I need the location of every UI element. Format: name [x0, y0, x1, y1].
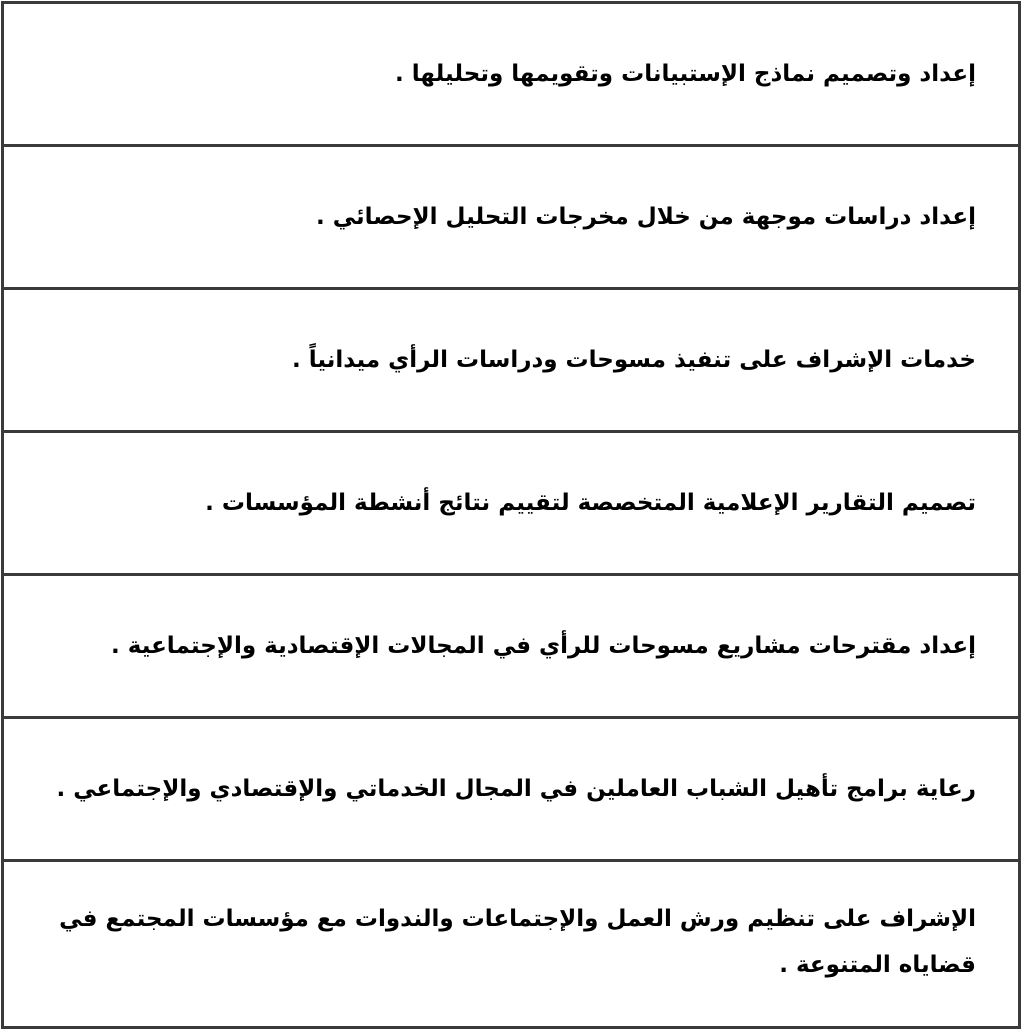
- service-cell: إعداد مقترحات مشاريع مسوحات للرأي في المجالات الإقتصادية والإجتماعية .: [3, 575, 1020, 718]
- service-cell: تصميم التقارير الإعلامية المتخصصة لتقييم نتائج أنشطة المؤسسات .: [3, 432, 1020, 575]
- table-row: [3, 146, 1020, 289]
- services-table: [1, 1, 1021, 1029]
- service-cell: إعداد وتصميم نماذج الإستبيانات وتقويمها وتحليلها .: [3, 3, 1020, 146]
- table-row: [3, 3, 1020, 146]
- table-row: [3, 575, 1020, 718]
- table-row: [3, 861, 1020, 1028]
- service-cell: الإشراف على تنظيم ورش العمل والإجتماعات والندوات مع مؤسسات المجتمع في قضاياه المتنوعة .: [3, 861, 1020, 1028]
- services-table-body: [3, 3, 1020, 1028]
- table-row: [3, 432, 1020, 575]
- service-cell: خدمات الإشراف على تنفيذ مسوحات ودراسات الرأي ميدانياً .: [3, 289, 1020, 432]
- service-cell: رعاية برامج تأهيل الشباب العاملين في المجال الخدماتي والإقتصادي والإجتماعي .: [3, 718, 1020, 861]
- table-row: [3, 289, 1020, 432]
- service-cell: إعداد دراسات موجهة من خلال مخرجات التحليل الإحصائي .: [3, 146, 1020, 289]
- table-row: [3, 718, 1020, 861]
